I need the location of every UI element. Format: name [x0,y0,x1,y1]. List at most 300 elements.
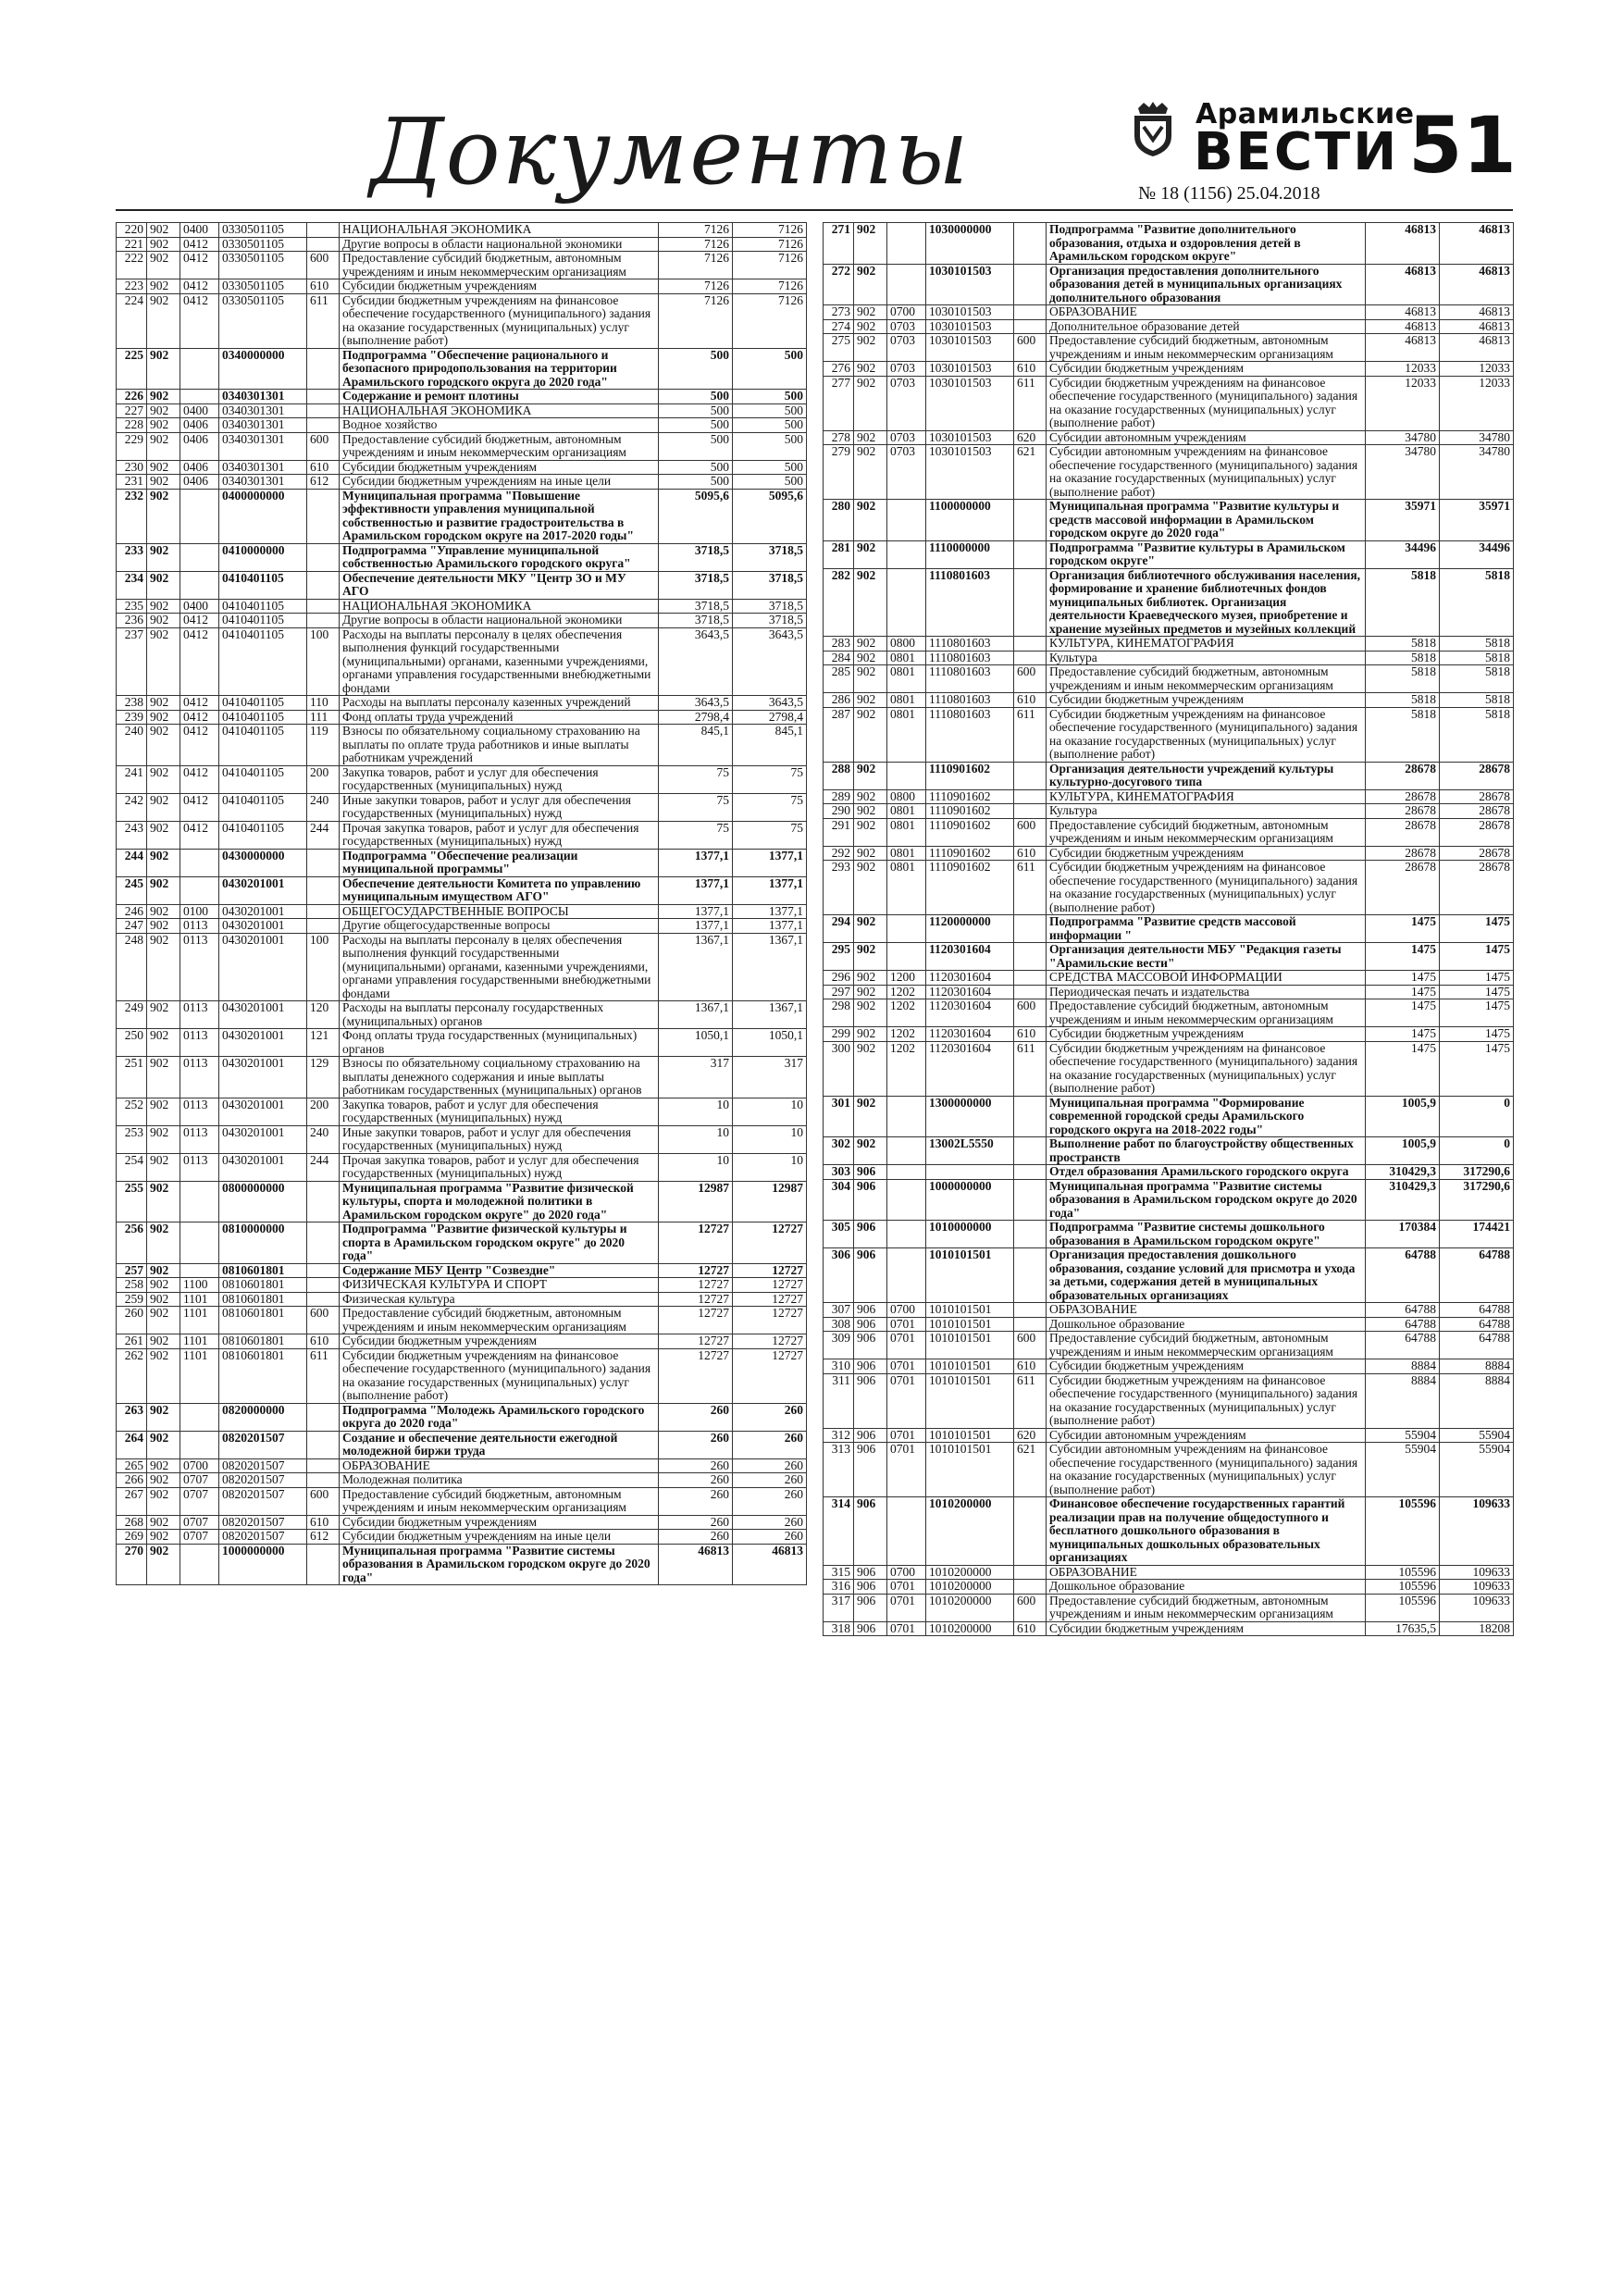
section-code: 0701 [887,1428,926,1443]
amount-2019: 1377,1 [659,876,733,904]
expense-type [1014,971,1047,986]
description: Субсидии бюджетным учреждениям [1047,1359,1366,1374]
section-code: 0801 [887,861,926,915]
description: Субсидии бюджетным учреждениям [1047,846,1366,861]
section-code: 0700 [887,1303,926,1318]
admin-code: 902 [854,1027,887,1042]
amount-2020: 174421 [1440,1221,1514,1248]
admin-code: 902 [147,571,180,599]
target-code: 1110801603 [926,568,1014,637]
amount-2019: 1475 [1366,971,1440,986]
amount-2019: 34496 [1366,540,1440,568]
amount-2019: 1367,1 [659,1001,733,1029]
amount-2019: 5818 [1366,568,1440,637]
expense-type [1014,985,1047,999]
admin-code: 906 [854,1332,887,1359]
description: Организация предоставления дошкольного образования, создание условий для присмотра и ухода за детьми, содержания детей в муниципальных образовательных организациях [1047,1248,1366,1303]
amount-2020: 1475 [1440,1027,1514,1042]
section-code: 0800 [887,637,926,652]
description: Расходы на выплаты персоналу в целях обеспечения выполнения функций государственными (муниципальными) органами, казенными учреждениями, органами управления государственными внебюджетными фондами [340,933,659,1001]
amount-2019: 1475 [1366,943,1440,971]
expense-type [1014,637,1047,652]
table-row [824,999,1514,1027]
table-row [824,985,1514,999]
row-number: 238 [117,696,147,711]
target-code: 0810000000 [219,1222,307,1264]
admin-code: 902 [147,489,180,543]
section-code [180,390,219,404]
section-code: 0701 [887,1317,926,1332]
row-number: 233 [117,543,147,571]
expense-type [307,919,340,934]
amount-2020: 12727 [733,1263,807,1278]
expense-type: 610 [1014,1359,1047,1374]
table-row [824,319,1514,334]
target-code: 0820201507 [219,1515,307,1530]
description: Иные закупки товаров, работ и услуг для обеспечения государственных (муниципальных) нужд [340,1125,659,1153]
table-row [824,376,1514,430]
expense-type: 600 [1014,1594,1047,1621]
target-code: 1110901602 [926,762,1014,789]
admin-code: 902 [854,818,887,846]
amount-2020: 1475 [1440,943,1514,971]
row-number: 302 [824,1137,854,1165]
row-number: 252 [117,1098,147,1125]
admin-code: 906 [854,1497,887,1566]
budget-table-right [823,222,1514,1636]
amount-2020: 8884 [1440,1373,1514,1428]
target-code: 0340301301 [219,418,307,433]
row-number: 237 [117,627,147,696]
admin-code: 906 [854,1443,887,1497]
row-number: 266 [117,1473,147,1488]
table-row [824,1317,1514,1332]
table-row [824,500,1514,541]
row-number: 242 [117,793,147,821]
admin-code: 902 [147,460,180,475]
description: Взносы по обязательному социальному страхованию на выплаты по оплате труда работников и иные выплаты работникам учреждений [340,725,659,766]
admin-code: 902 [147,1098,180,1125]
amount-2019: 105596 [1366,1565,1440,1580]
amount-2020: 5818 [1440,637,1514,652]
amount-2020: 75 [733,765,807,793]
amount-2020: 10 [733,1125,807,1153]
table-row [824,1137,1514,1165]
section-code: 0412 [180,614,219,628]
description: Муниципальная программа "Формирование современной городской среды Арамильского городского округа на 2018-2022 годы" [1047,1096,1366,1137]
admin-code: 902 [854,804,887,819]
target-code: 1100000000 [926,500,1014,541]
target-code: 1010200000 [926,1497,1014,1566]
target-code: 0430201001 [219,1057,307,1098]
row-number: 300 [824,1041,854,1096]
amount-2019: 8884 [1366,1373,1440,1428]
admin-code: 902 [854,445,887,500]
expense-type: 610 [307,1334,340,1349]
target-code: 0340000000 [219,348,307,390]
table-row [117,237,807,252]
amount-2019: 260 [659,1473,733,1488]
table-row [117,390,807,404]
section-code: 0707 [180,1530,219,1545]
admin-code: 902 [147,1125,180,1153]
table-row [117,1431,807,1458]
amount-2020: 1475 [1440,971,1514,986]
expense-type: 600 [307,1307,340,1334]
row-number: 269 [117,1530,147,1545]
target-code: 0330501105 [219,293,307,348]
admin-code: 902 [854,540,887,568]
amount-2020: 500 [733,390,807,404]
row-number: 262 [117,1348,147,1403]
description: Подпрограмма "Обеспечение рационального и безопасного природопользования на территории Арамильского городского округа до 2020 года" [340,348,659,390]
section-code: 1202 [887,1041,926,1096]
header-divider [116,209,1513,211]
expense-type [307,418,340,433]
amount-2020: 109633 [1440,1594,1514,1621]
section-code [887,1096,926,1137]
page-number: 51 [1408,100,1517,191]
amount-2019: 75 [659,765,733,793]
section-code: 0703 [887,334,926,362]
row-number: 267 [117,1487,147,1515]
amount-2020: 5818 [1440,665,1514,693]
expense-type [1014,789,1047,804]
expense-type [1014,568,1047,637]
target-code: 0410000000 [219,543,307,571]
description: НАЦИОНАЛЬНАЯ ЭКОНОМИКА [340,223,659,238]
amount-2020: 46813 [733,1544,807,1585]
row-number: 254 [117,1153,147,1181]
description: НАЦИОНАЛЬНАЯ ЭКОНОМИКА [340,403,659,418]
expense-type: 240 [307,793,340,821]
description: Другие вопросы в области национальной экономики [340,614,659,628]
section-code: 0801 [887,804,926,819]
admin-code: 906 [854,1359,887,1374]
amount-2019: 1377,1 [659,904,733,919]
expense-type [307,1431,340,1458]
row-number: 292 [824,846,854,861]
table-row [824,430,1514,445]
row-number: 264 [117,1431,147,1458]
admin-code: 902 [147,876,180,904]
amount-2020: 260 [733,1431,807,1458]
row-number: 271 [824,223,854,265]
description: Прочая закупка товаров, работ и услуг для обеспечения государственных (муниципальных) нужд [340,1153,659,1181]
table-row [824,707,1514,762]
amount-2019: 28678 [1366,818,1440,846]
row-number: 225 [117,348,147,390]
expense-type: 610 [1014,362,1047,377]
description: Создание и обеспечение деятельности ежегодной молодежной биржи труда [340,1431,659,1458]
admin-code: 902 [147,765,180,793]
expense-type [307,1544,340,1585]
description: Расходы на выплаты персоналу казенных учреждений [340,696,659,711]
expense-type [307,1292,340,1307]
amount-2020: 12727 [733,1278,807,1293]
table-row [117,1515,807,1530]
target-code: 1030101503 [926,334,1014,362]
expense-type [1014,223,1047,265]
target-code: 0330501105 [219,252,307,279]
amount-2019: 105596 [1366,1497,1440,1566]
table-row [117,614,807,628]
amount-2020: 1377,1 [733,904,807,919]
row-number: 230 [117,460,147,475]
section-code: 0801 [887,693,926,708]
expense-type: 610 [1014,846,1047,861]
row-number: 260 [117,1307,147,1334]
table-row [117,849,807,876]
target-code: 0810601801 [219,1263,307,1278]
target-code: 0810601801 [219,1307,307,1334]
table-row [117,725,807,766]
amount-2019: 7126 [659,279,733,294]
amount-2020: 18208 [1440,1621,1514,1636]
section-code: 0703 [887,362,926,377]
description: Муниципальная программа "Развитие системы образования в Арамильском городском округе до 2020 года" [1047,1179,1366,1221]
section-code: 0406 [180,418,219,433]
section-code [180,849,219,876]
expense-type: 621 [1014,445,1047,500]
section-code: 0703 [887,445,926,500]
admin-code: 906 [854,1594,887,1621]
amount-2019: 46813 [1366,319,1440,334]
table-row [117,543,807,571]
amount-2020: 1367,1 [733,1001,807,1029]
description: Содержание и ремонт плотины [340,390,659,404]
row-number: 307 [824,1303,854,1318]
amount-2019: 310429,3 [1366,1179,1440,1221]
expense-type [307,1458,340,1473]
section-code: 0412 [180,252,219,279]
description: Субсидии автономным учреждениям [1047,430,1366,445]
table-row [824,1221,1514,1248]
target-code: 0410401105 [219,614,307,628]
amount-2019: 10 [659,1125,733,1153]
expense-type [1014,305,1047,320]
amount-2019: 5095,6 [659,489,733,543]
row-number: 297 [824,985,854,999]
target-code: 1030101503 [926,376,1014,430]
admin-code: 902 [147,475,180,490]
target-code: 0410401105 [219,696,307,711]
description: Субсидии бюджетным учреждениям [340,460,659,475]
target-code: 1030101503 [926,264,1014,305]
amount-2020: 1377,1 [733,876,807,904]
amount-2019: 1367,1 [659,933,733,1001]
admin-code: 902 [147,432,180,460]
amount-2020: 317290,6 [1440,1179,1514,1221]
amount-2019: 12727 [659,1278,733,1293]
expense-type: 610 [307,279,340,294]
amount-2020: 7126 [733,223,807,238]
expense-type: 611 [307,293,340,348]
expense-type [1014,943,1047,971]
admin-code: 906 [854,1428,887,1443]
amount-2019: 260 [659,1403,733,1431]
description: КУЛЬТУРА, КИНЕМАТОГРАФИЯ [1047,789,1366,804]
admin-code: 902 [147,933,180,1001]
description: ОБРАЗОВАНИЕ [1047,1303,1366,1318]
coat-of-arms-icon [1131,99,1175,158]
amount-2020: 12033 [1440,376,1514,430]
issue-info: № 18 (1156) 25.04.2018 [1138,183,1320,204]
admin-code: 902 [147,696,180,711]
target-code: 0330501105 [219,223,307,238]
amount-2020: 12727 [733,1348,807,1403]
expense-type: 120 [307,1001,340,1029]
section-code [887,1165,926,1180]
amount-2019: 1475 [1366,1041,1440,1096]
description: Отдел образования Арамильского городского округа [1047,1165,1366,1180]
description: Водное хозяйство [340,418,659,433]
description: Подпрограмма "Развитие культуры в Арамильском городском округе" [1047,540,1366,568]
target-code: 1120301604 [926,999,1014,1027]
description: Субсидии бюджетным учреждениям на финансовое обеспечение государственного (муниципального) задания на оказание государственных (муниципальных) услуг (выполнение работ) [1047,861,1366,915]
description: Подпрограмма "Развитие средств массовой информации " [1047,915,1366,943]
amount-2019: 28678 [1366,789,1440,804]
amount-2019: 1377,1 [659,849,733,876]
amount-2020: 2798,4 [733,710,807,725]
row-number: 294 [824,915,854,943]
row-number: 284 [824,651,854,665]
amount-2019: 12727 [659,1222,733,1264]
description: Предоставление субсидий бюджетным, автономным учреждениям и иным некоммерческим организациям [1047,818,1366,846]
expense-type: 600 [307,1487,340,1515]
target-code: 1110901602 [926,789,1014,804]
description: Субсидии бюджетным учреждениям [1047,1027,1366,1042]
amount-2019: 3718,5 [659,599,733,614]
section-code: 1202 [887,999,926,1027]
amount-2019: 3643,5 [659,627,733,696]
amount-2019: 260 [659,1487,733,1515]
admin-code: 902 [147,1515,180,1530]
admin-code: 902 [854,319,887,334]
amount-2020: 8884 [1440,1359,1514,1374]
target-code: 0430201001 [219,933,307,1001]
target-code: 1010200000 [926,1594,1014,1621]
section-code: 0701 [887,1621,926,1636]
amount-2019: 1475 [1366,999,1440,1027]
admin-code: 902 [147,348,180,390]
admin-code: 902 [147,1278,180,1293]
table-row [117,1057,807,1098]
target-code: 0820201507 [219,1431,307,1458]
amount-2019: 46813 [1366,305,1440,320]
section-code: 0700 [180,1458,219,1473]
amount-2019: 55904 [1366,1443,1440,1497]
table-row [117,571,807,599]
section-code: 0701 [887,1373,926,1428]
target-code: 13002L5550 [926,1137,1014,1165]
section-code [887,943,926,971]
amount-2020: 55904 [1440,1443,1514,1497]
table-row [117,904,807,919]
amount-2019: 1475 [1366,915,1440,943]
amount-2020: 46813 [1440,264,1514,305]
section-code [887,1137,926,1165]
admin-code: 902 [854,362,887,377]
row-number: 221 [117,237,147,252]
expense-type [1014,500,1047,541]
target-code: 0430201001 [219,1098,307,1125]
amount-2020: 1475 [1440,999,1514,1027]
description: Подпрограмма "Управление муниципальной собственностью Арамильского городского округа" [340,543,659,571]
description: Дошкольное образование [1047,1317,1366,1332]
admin-code: 902 [147,919,180,934]
amount-2019: 105596 [1366,1580,1440,1595]
amount-2019: 260 [659,1458,733,1473]
expense-type [1014,1303,1047,1318]
description: Муниципальная программа "Развитие системы образования в Арамильском городском округе до 2020 года" [340,1544,659,1585]
row-number: 258 [117,1278,147,1293]
section-code [887,1248,926,1303]
description: Предоставление субсидий бюджетным, автономным учреждениям и иным некоммерческим организациям [1047,999,1366,1027]
amount-2020: 7126 [733,237,807,252]
table-row [117,293,807,348]
expense-type [1014,762,1047,789]
row-number: 312 [824,1428,854,1443]
amount-2020: 1050,1 [733,1029,807,1057]
target-code: 0430201001 [219,1153,307,1181]
description: Другие вопросы в области национальной экономики [340,237,659,252]
section-code: 0400 [180,599,219,614]
admin-code: 902 [147,418,180,433]
table-column-left [116,222,806,1585]
row-number: 283 [824,637,854,652]
target-code: 1110801603 [926,693,1014,708]
section-code: 0700 [887,1565,926,1580]
admin-code: 902 [147,725,180,766]
description: Предоставление субсидий бюджетным, автономным учреждениям и иным некоммерческим организациям [340,1487,659,1515]
amount-2019: 3718,5 [659,543,733,571]
amount-2020: 5818 [1440,707,1514,762]
description: ФИЗИЧЕСКАЯ КУЛЬТУРА И СПОРТ [340,1278,659,1293]
description: Организация предоставления дополнительного образования детей в муниципальных организациях дополнительного образования [1047,264,1366,305]
target-code: 0430201001 [219,904,307,919]
expense-type [1014,1096,1047,1137]
table-row [824,362,1514,377]
amount-2019: 55904 [1366,1428,1440,1443]
amount-2020: 55904 [1440,1428,1514,1443]
admin-code: 902 [854,1041,887,1096]
amount-2020: 64788 [1440,1303,1514,1318]
amount-2019: 8884 [1366,1359,1440,1374]
amount-2020: 28678 [1440,789,1514,804]
amount-2019: 7126 [659,223,733,238]
expense-type: 200 [307,765,340,793]
section-code: 0701 [887,1332,926,1359]
table-row [117,1292,807,1307]
description: Муниципальная программа "Развитие физической культуры, спорта и молодежной политики в Арамильском городском округе" до 2020 года" [340,1181,659,1222]
admin-code: 902 [147,293,180,348]
table-row [117,919,807,934]
row-number: 304 [824,1179,854,1221]
amount-2020: 109633 [1440,1565,1514,1580]
row-number: 311 [824,1373,854,1428]
admin-code: 906 [854,1373,887,1428]
target-code: 1110801603 [926,637,1014,652]
amount-2019: 5818 [1366,651,1440,665]
expense-type [307,390,340,404]
table-row [824,1580,1514,1595]
row-number: 276 [824,362,854,377]
table-row [117,279,807,294]
target-code: 1030101503 [926,319,1014,334]
amount-2020: 3718,5 [733,543,807,571]
amount-2020: 317290,6 [1440,1165,1514,1180]
